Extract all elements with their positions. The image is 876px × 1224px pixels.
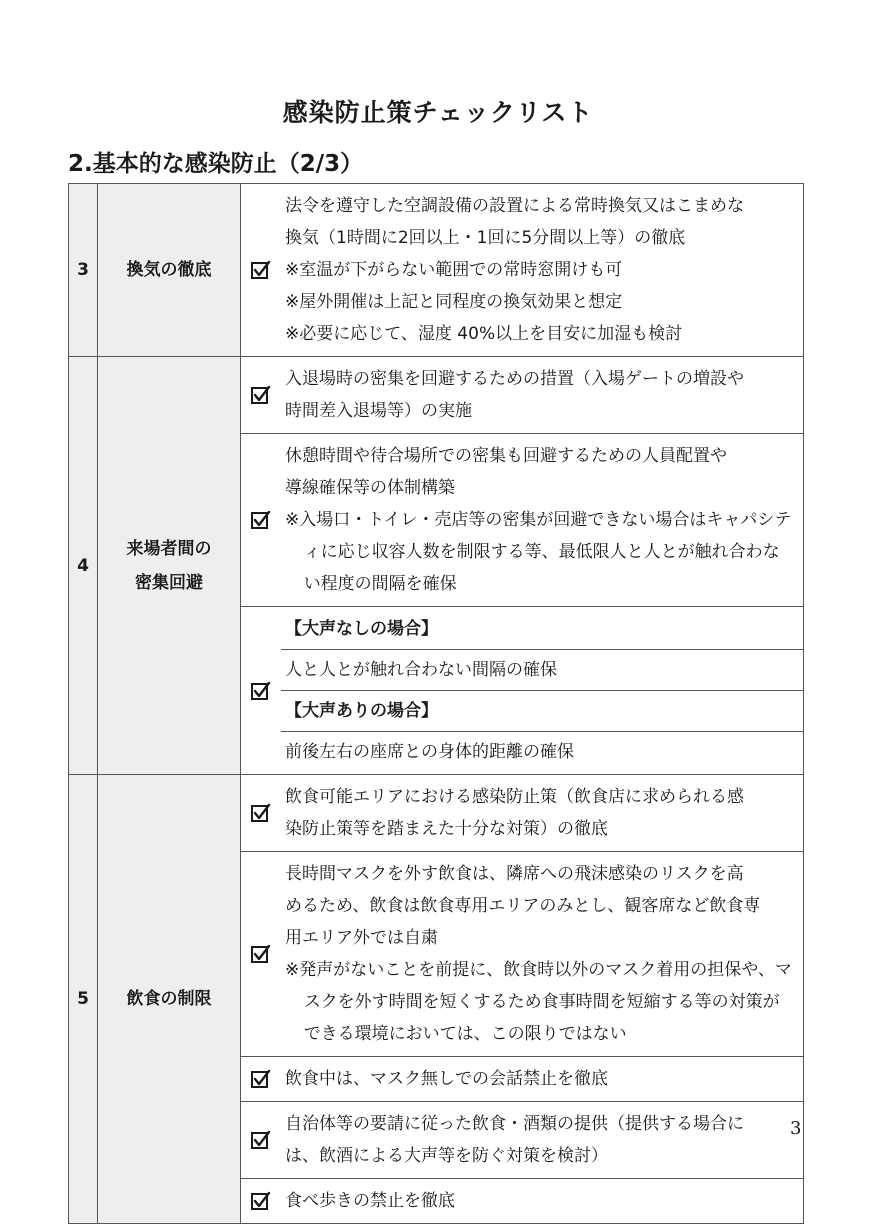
checkbox-cell [241, 775, 282, 852]
item-line: 導線確保等の体制構築 [285, 478, 455, 498]
item-note: ※必要に応じて、湿度 40%以上を目安に加湿も検討 [285, 324, 683, 344]
subsection-text: 前後左右の座席との身体的距離の確保 [285, 742, 574, 762]
checked-box-icon[interactable] [250, 259, 272, 281]
item-note: ※屋外開催は上記と同程度の換気効果と想定 [285, 292, 623, 312]
item-category [98, 357, 241, 775]
divider [281, 649, 803, 650]
page-number: 3 [790, 1118, 802, 1139]
checked-box-icon[interactable] [250, 1129, 272, 1151]
subsection-heading: 【大声なしの場合】 [285, 619, 438, 639]
item-line: 飲食中は、マスク無しでの会話禁止を徹底 [285, 1069, 608, 1089]
checked-box-icon[interactable] [250, 802, 272, 824]
item-line: 飲食可能エリアにおける感染防止策（飲食店に求められる感 [285, 787, 744, 807]
category-line: 飲食の制限 [126, 989, 212, 1009]
category-line: 換気の徹底 [126, 260, 212, 280]
check-item-text [281, 1102, 804, 1179]
page-title: 感染防止策チェックリスト [282, 98, 594, 127]
checkbox-cell [241, 1179, 282, 1224]
checked-box-icon[interactable] [250, 509, 272, 531]
check-item-text [281, 434, 804, 607]
checkbox-cell [241, 1057, 282, 1102]
item-line: 食べ歩きの禁止を徹底 [285, 1191, 455, 1211]
item-category [98, 184, 241, 357]
check-item-text [281, 184, 804, 357]
divider [281, 690, 803, 691]
checklist-row [69, 357, 804, 434]
check-item-text [281, 852, 804, 1057]
item-note: ※発声がないことを前提に、飲食時以外のマスク着用の担保や、マスクを外す時間を短くするため食事時間を短縮する等の対策ができる環境においては、この限りではない [285, 960, 792, 1044]
section-title: 2.基本的な感染防止（2/3） [68, 151, 364, 177]
category-line: 来場者間の [126, 538, 212, 559]
item-number: 3 [69, 184, 98, 357]
checked-box-icon[interactable] [250, 1068, 272, 1090]
check-item-text [281, 1057, 804, 1102]
subsection-heading: 【大声ありの場合】 [285, 701, 438, 721]
checkbox-cell [241, 1102, 282, 1179]
divider [281, 731, 803, 732]
checked-box-icon[interactable] [250, 1190, 272, 1212]
checklist-row [69, 184, 804, 357]
item-line: 染防止策等を踏まえた十分な対策）の徹底 [285, 819, 608, 839]
item-line: めるため、飲食は飲食専用エリアのみとし、観客席など飲食専 [285, 896, 761, 916]
checklist-table [68, 183, 804, 1224]
item-line: は、飲酒による大声等を防ぐ対策を検討） [285, 1146, 608, 1166]
item-line: 長時間マスクを外す飲食は、隣席への飛沫感染のリスクを高 [285, 864, 744, 884]
item-line: 時間差入退場等）の実施 [285, 401, 472, 421]
item-line: 換気（1時間に2回以上・1回に5分間以上等）の徹底 [285, 228, 686, 248]
item-number: 4 [69, 357, 98, 775]
item-note: ※入場口・トイレ・売店等の密集が回避できない場合はキャパシティに応じ収容人数を制限する等、最低限人と人とが触れ合わない程度の間隔を確保 [285, 510, 792, 594]
checklist-row [69, 775, 804, 852]
subsection-text: 人と人とが触れ合わない間隔の確保 [285, 660, 557, 680]
item-category [98, 775, 241, 1224]
checkbox-cell [241, 184, 282, 357]
checked-box-icon[interactable] [250, 943, 272, 965]
item-number: 5 [69, 775, 98, 1224]
item-line: 入退場時の密集を回避するための措置（入場ゲートの増設や [285, 369, 744, 389]
checkbox-cell [241, 852, 282, 1057]
category-line: 密集回避 [135, 572, 203, 593]
item-line: 自治体等の要請に従った飲食・酒類の提供（提供する場合に [285, 1114, 744, 1134]
item-line: 法令を遵守した空調設備の設置による常時換気又はこまめな [285, 196, 744, 216]
item-line: 用エリア外では自粛 [285, 928, 438, 948]
check-item-text [281, 357, 804, 434]
check-item-text [281, 607, 804, 775]
checkbox-cell [241, 434, 282, 607]
checkbox-cell [241, 607, 282, 775]
checked-box-icon[interactable] [250, 384, 272, 406]
item-note: ※室温が下がらない範囲での常時窓開けも可 [285, 260, 623, 280]
check-item-text [281, 1179, 804, 1224]
checkbox-cell [241, 357, 282, 434]
check-item-text [281, 775, 804, 852]
checked-box-icon[interactable] [250, 680, 272, 702]
item-line: 休憩時間や待合場所での密集も回避するための人員配置や [285, 446, 727, 466]
